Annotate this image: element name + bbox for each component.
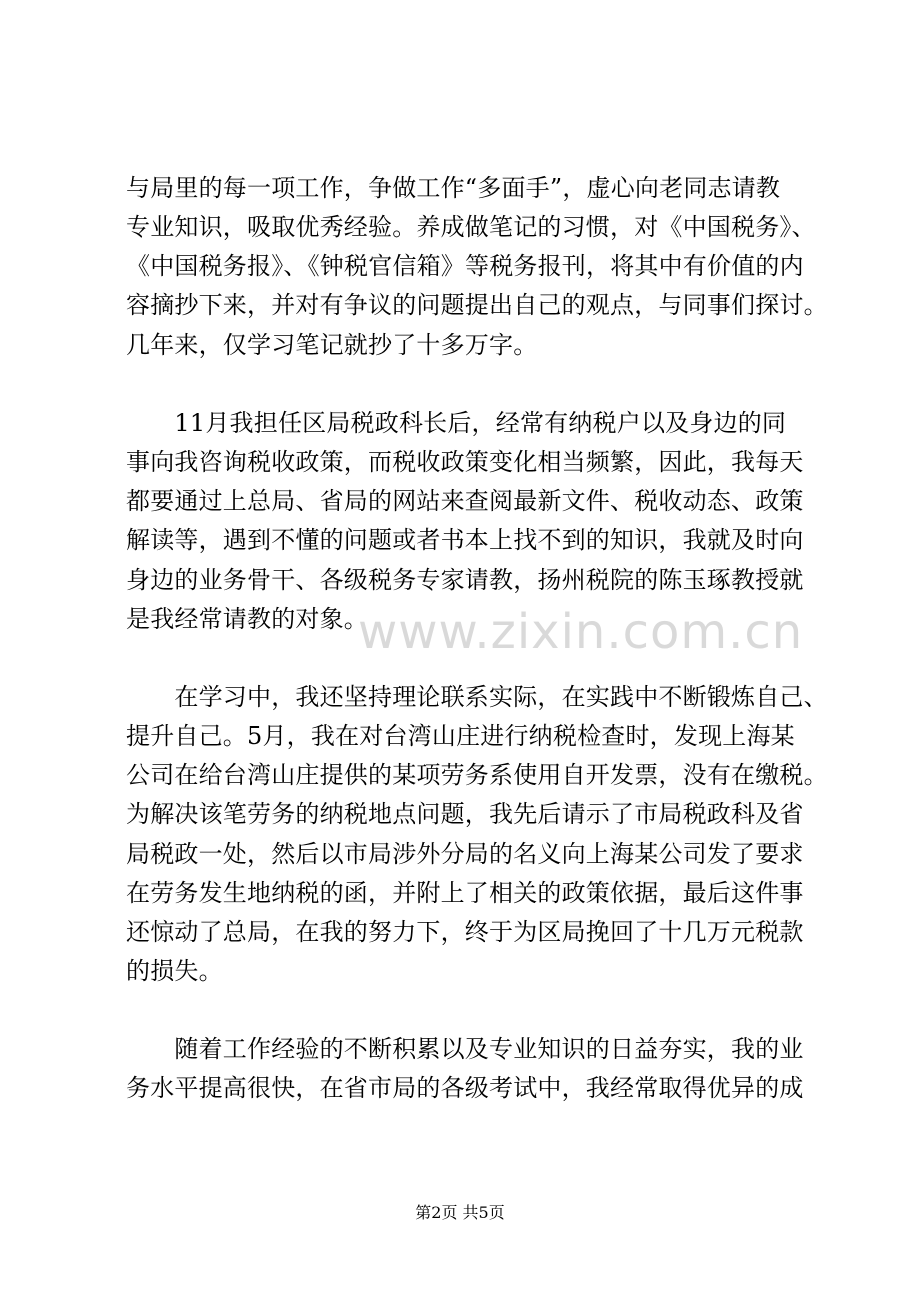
text-line: 事向我咨询税收政策，而税收政策变化相当频繁，因此，我每天 xyxy=(126,448,804,476)
text-line: 还惊动了总局，在我的努力下，终于为区局挽回了十几万元税款 xyxy=(126,918,804,946)
text-line: 身边的业务骨干、各级税务专家请教，扬州税院的陈玉琢教授就 xyxy=(126,566,804,594)
page-footer: 第2页 共5页 xyxy=(415,1203,505,1222)
text-line: 容摘抄下来，并对有争议的问题提出自己的观点，与同事们探讨。 xyxy=(126,291,828,319)
text-line: 务水平提高很快，在省市局的各级考试中，我经常取得优异的成 xyxy=(126,1074,804,1102)
text-line: 随着工作经验的不断积累以及专业知识的日益夯实，我的业 xyxy=(126,1035,804,1063)
text-line: 与局里的每一项工作，争做工作“多面手”，虚心向老同志请教 xyxy=(126,174,781,202)
text-line: 在劳务发生地纳税的函，并附上了相关的政策依据，最后这件事 xyxy=(126,879,804,907)
text-line: 局税政一处，然后以市局涉外分局的名义向上海某公司发了要求 xyxy=(126,840,804,868)
text-line: 的损失。 xyxy=(126,957,223,985)
text-line: 11月我担任区局税政科长后，经常有纳税户以及身边的同 xyxy=(126,409,787,437)
text-line: 都要通过上总局、省局的网站来查阅最新文件、税收动态、政策 xyxy=(126,487,804,515)
text-line: 为解决该笔劳务的纳税地点问题，我先后请示了市局税政科及省 xyxy=(126,800,804,828)
text-line: 几年来，仅学习笔记就抄了十多万字。 xyxy=(126,331,538,359)
text-line: 在学习中，我还坚持理论联系实际，在实践中不断锻炼自己、 xyxy=(126,683,828,711)
text-line: 公司在给台湾山庄提供的某项劳务系使用自开发票，没有在缴税。 xyxy=(126,761,828,789)
text-line: 《中国税务报》、《钟税官信箱》等税务报刊，将其中有价值的内 xyxy=(126,252,804,280)
text-line: 解读等，遇到不懂的问题或者书本上找不到的知识，我就及时向 xyxy=(126,526,804,554)
text-line: 提升自己。5月，我在对台湾山庄进行纳税检查时，发现上海某 xyxy=(126,722,795,750)
text-line: 专业知识，吸取优秀经验。养成做笔记的习惯，对《中国税务》、 xyxy=(126,213,816,241)
text-line: 是我经常请教的对象。 xyxy=(126,605,368,633)
watermark: www.zixin.com.cn xyxy=(358,604,804,660)
